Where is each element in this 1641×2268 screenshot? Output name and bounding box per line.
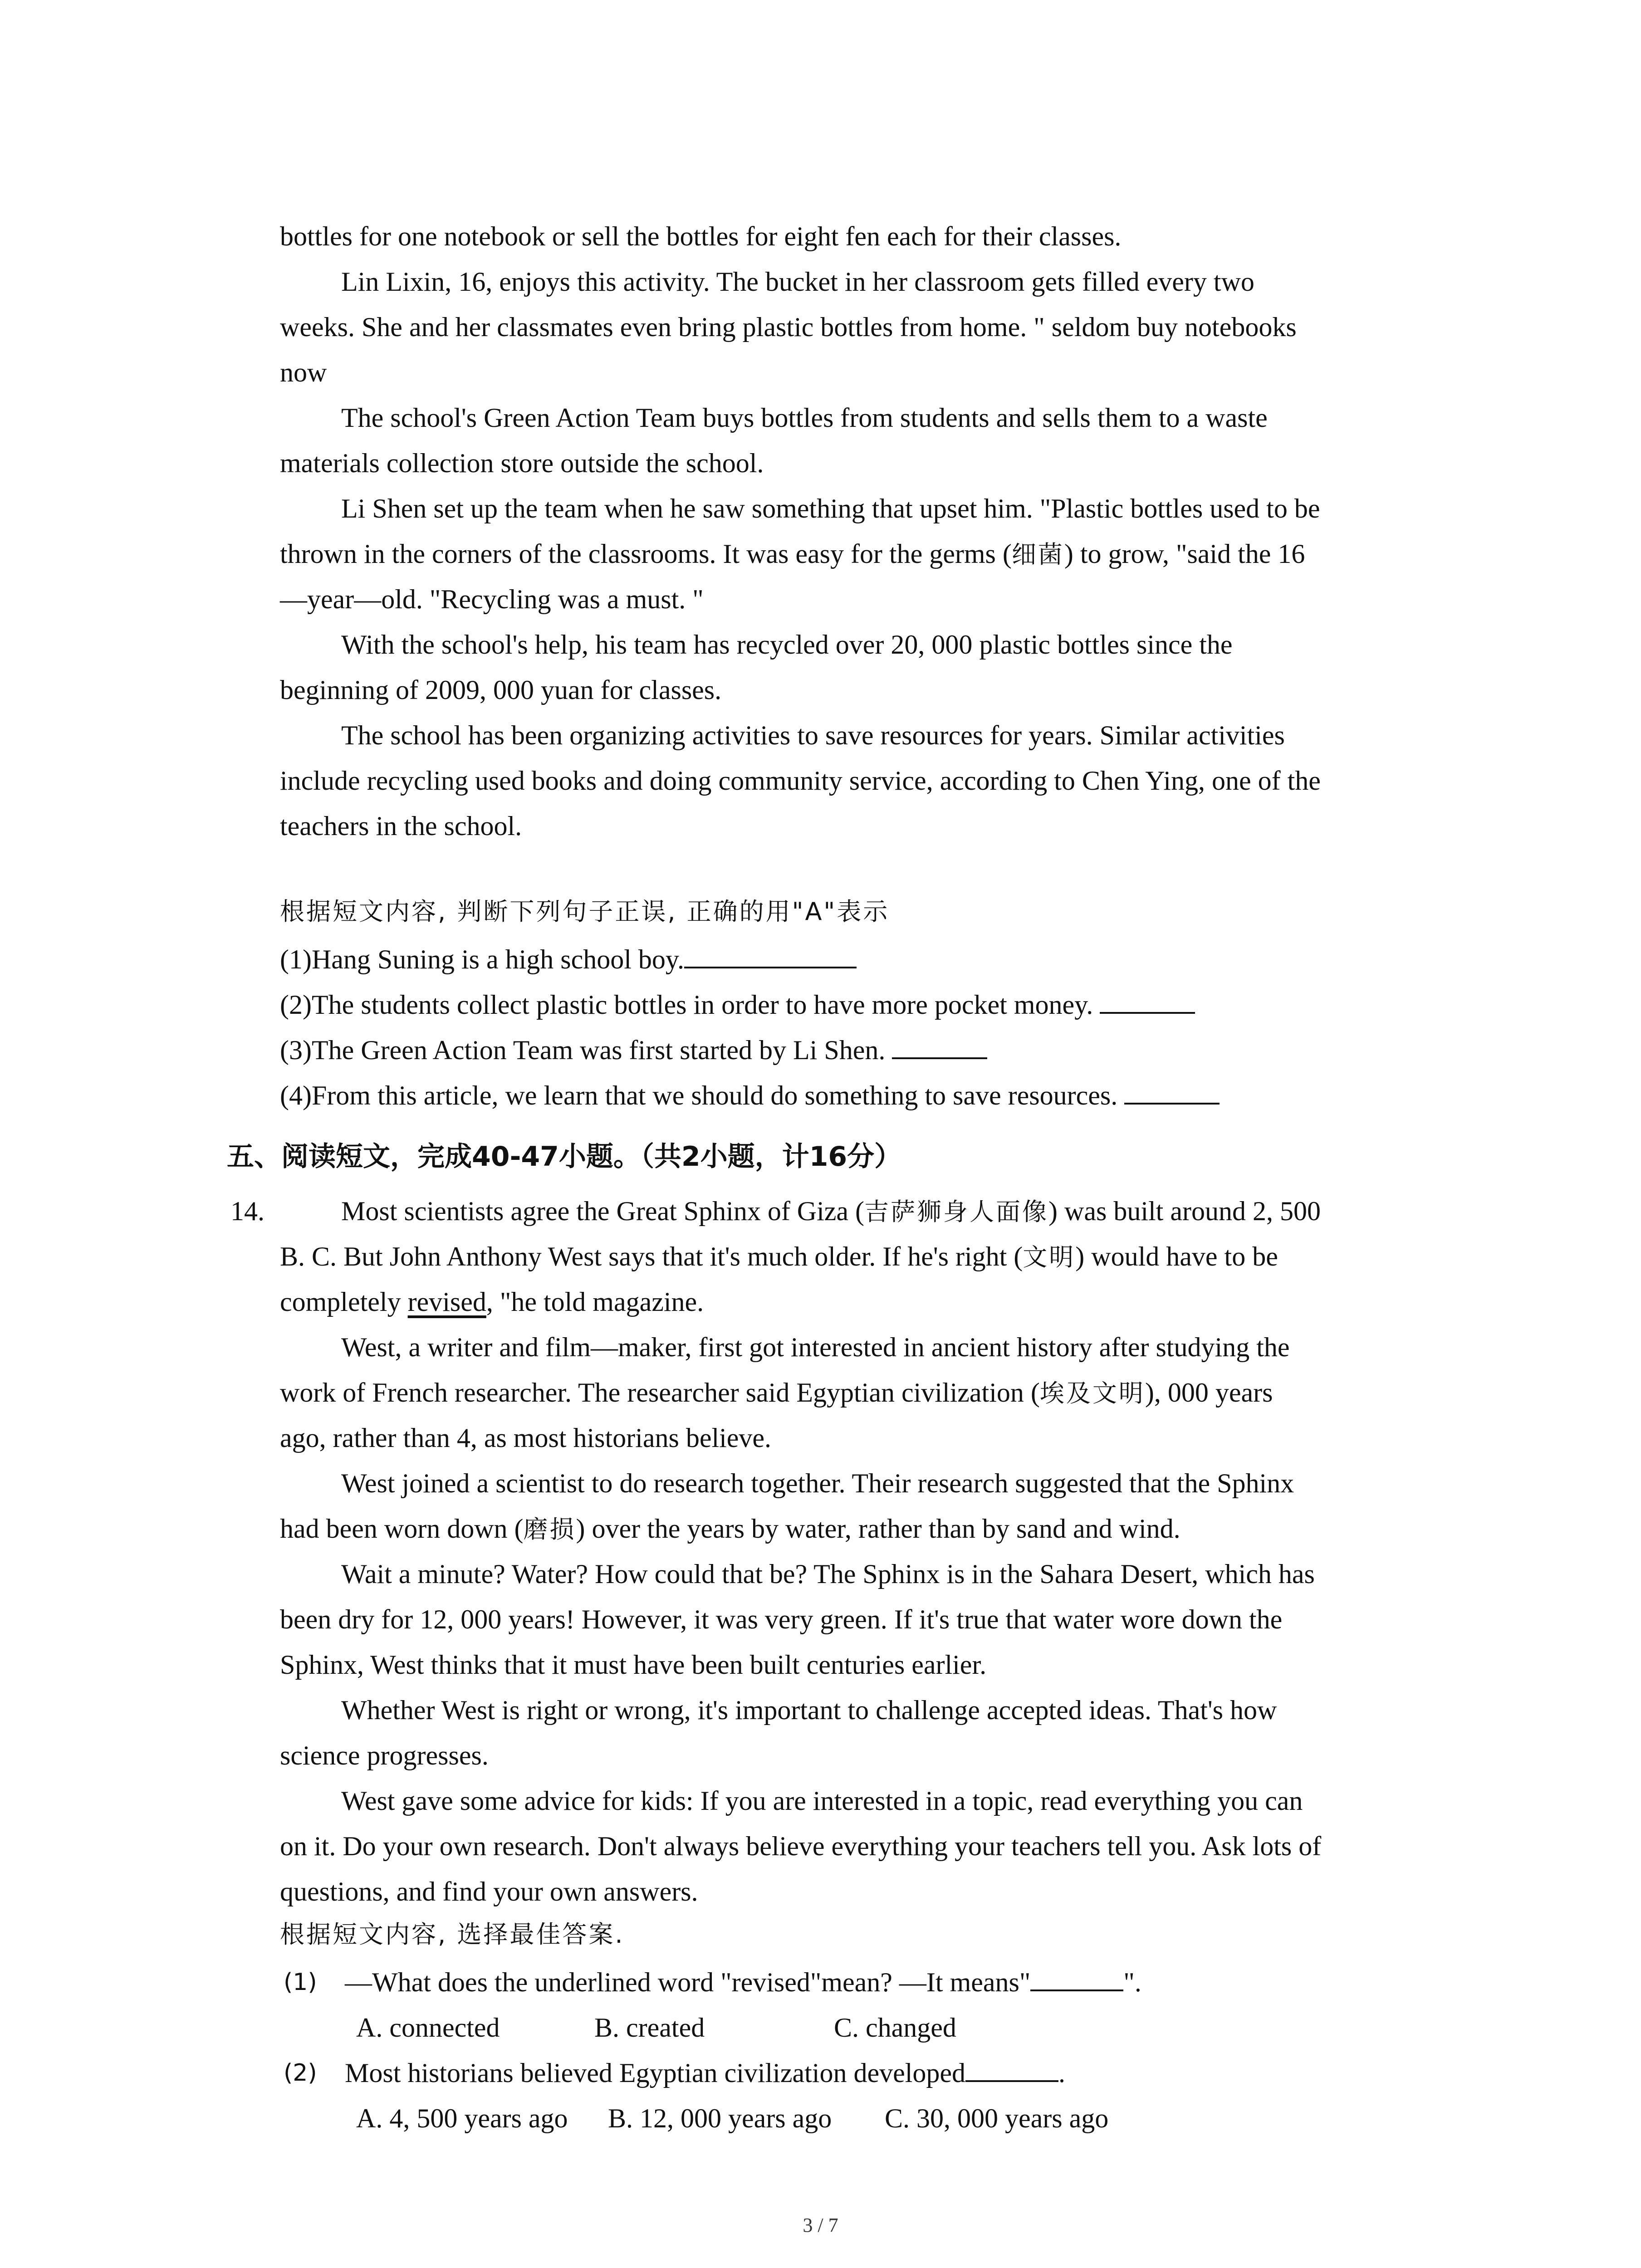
option-c[interactable]: C. changed [834, 2013, 956, 2043]
answer-blank[interactable] [892, 1031, 987, 1059]
tf-question: (1)Hang Suning is a high school boy. [280, 937, 857, 982]
passage1-line: The school's Green Action Team buys bottles from students and sells them to a waste [341, 403, 1268, 433]
mc-question-number: (1) [284, 1969, 317, 1996]
passage2-line: Wait a minute? Water? How could that be? The Sphinx is in the Sahara Desert, which has [341, 1559, 1315, 1589]
passage1-line: weeks. She and her classmates even bring plastic bottles from home. " seldom buy notebooks [280, 312, 1297, 342]
passage2-line: science progresses. [280, 1740, 489, 1770]
passage2-line: completely revised, "he told magazine. [280, 1287, 704, 1317]
passage2-line: Sphinx, West thinks that it must have been built centuries earlier. [280, 1650, 987, 1680]
option-c[interactable]: C. 30, 000 years ago [885, 2103, 1109, 2133]
chinese-gloss: 细菌 [1011, 540, 1064, 569]
passage1-line: beginning of 2009, 000 yuan for classes. [280, 675, 722, 705]
mc-question: —What does the underlined word "revised"mean? —It means" ". [345, 1960, 1141, 2005]
passage2-line: on it. Do your own research. Don't always believe everything your teachers tell you. Ask lots of [280, 1831, 1322, 1861]
passage1-line: The school has been organizing activities to save resources for years. Similar activities [341, 720, 1285, 750]
passage1-line: include recycling used books and doing community service, according to Chen Ying, one of the [280, 766, 1321, 796]
passage2-line: ago, rather than 4, as most historians believe. [280, 1423, 772, 1453]
answer-blank[interactable] [1100, 986, 1195, 1014]
chinese-gloss: 吉萨狮身人面像 [864, 1198, 1049, 1226]
passage2-line: had been worn down (磨损) over the years by water, rather than by sand and wind. [280, 1514, 1181, 1544]
passage1-line: materials collection store outside the school. [280, 448, 764, 478]
passage1-line: Li Shen set up the team when he saw something that upset him. "Plastic bottles used to be [341, 494, 1320, 523]
passage1-line: now [280, 357, 327, 387]
chinese-gloss: 埃及文明 [1039, 1379, 1145, 1408]
passage2-line: West joined a scientist to do research together. Their research suggested that the Sphinx [341, 1468, 1294, 1498]
passage2-line: Most scientists agree the Great Sphinx of Giza (吉萨狮身人面像) was built around 2, 500 [341, 1196, 1321, 1226]
passage2-line: questions, and find your own answers. [280, 1877, 698, 1906]
option-b[interactable]: B. created [594, 2013, 705, 2043]
passage1-line: Lin Lixin, 16, enjoys this activity. The bucket in her classroom gets filled every two [341, 267, 1254, 297]
passage1-line: thrown in the corners of the classrooms. It was easy for the germs (细菌) to grow, "said the 16 [280, 539, 1305, 569]
option-a[interactable]: A. connected [356, 2013, 500, 2043]
tf-question: (4)From this article, we learn that we should do something to save resources. [280, 1073, 1220, 1118]
passage2-line: West gave some advice for kids: If you are interested in a topic, read everything you can [341, 1786, 1303, 1816]
chinese-gloss: 文明 [1023, 1243, 1076, 1271]
option-b[interactable]: B. 12, 000 years ago [608, 2103, 832, 2133]
passage1-instruction: 根据短文内容, 判断下列句子正误, 正确的用"A"表示 [280, 897, 890, 926]
mc-question-number: (2) [284, 2059, 317, 2087]
mc-question: Most historians believed Egyptian civilization developed . [345, 2050, 1065, 2096]
passage2-instruction: 根据短文内容, 选择最佳答案. [280, 1920, 625, 1949]
tf-question: (2)The students collect plastic bottles in order to have more pocket money. [280, 982, 1195, 1027]
passage2-line: B. C. But John Anthony West says that it's much older. If he's right (文明) would have to be [280, 1242, 1278, 1271]
passage1-line: bottles for one notebook or sell the bottles for eight fen each for their classes. [280, 221, 1122, 251]
passage1-line: —year—old. "Recycling was a must. " [280, 584, 704, 614]
chinese-gloss: 磨损 [523, 1515, 576, 1544]
answer-blank[interactable] [684, 940, 857, 968]
answer-blank[interactable] [1124, 1076, 1220, 1105]
underlined-word: revised [407, 1287, 486, 1317]
passage1-line: teachers in the school. [280, 811, 522, 841]
answer-blank[interactable] [965, 2054, 1058, 2082]
passage1-line: With the school's help, his team has recycled over 20, 000 plastic bottles since the [341, 630, 1233, 660]
answer-blank[interactable] [1030, 1963, 1123, 1991]
passage2-line: work of French researcher. The researcher said Egyptian civilization (埃及文明), 000 years [280, 1378, 1273, 1408]
tf-question: (3)The Green Action Team was first started by Li Shen. [280, 1027, 987, 1073]
passage2-line: Whether West is right or wrong, it's important to challenge accepted ideas. That's how [341, 1695, 1277, 1725]
page-number: 3 / 7 [803, 2214, 838, 2236]
passage2-line: been dry for 12, 000 years! However, it was very green. If it's true that water wore down the [280, 1604, 1283, 1634]
option-a[interactable]: A. 4, 500 years ago [356, 2103, 568, 2133]
section-heading: 五、阅读短文，完成40-47小题。（共2小题，计16分） [227, 1141, 902, 1173]
passage2-line: West, a writer and film—maker, first got interested in ancient history after studying the [341, 1332, 1290, 1362]
question-number: 14. [230, 1196, 265, 1226]
